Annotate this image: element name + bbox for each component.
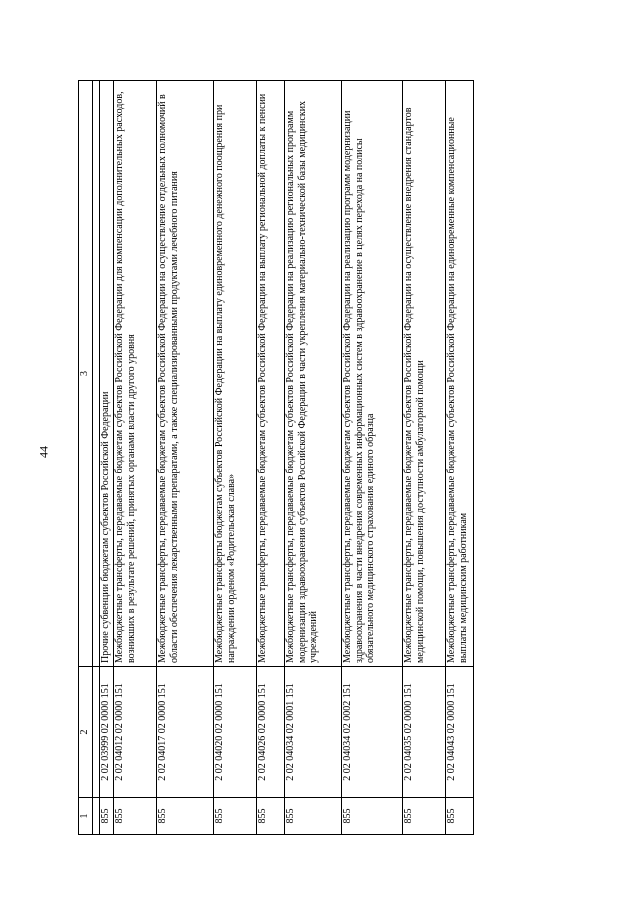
admin-code-cell: 855 [257, 798, 285, 835]
spacer-cell [93, 81, 100, 667]
table-row [157, 81, 214, 835]
budget-classification-table [78, 80, 474, 835]
kbk-code-cell: 2 02 04017 02 0000 151 [157, 667, 214, 798]
spacer-cell [93, 798, 100, 835]
table-header-row [79, 81, 93, 835]
table-row [214, 81, 257, 835]
admin-code-cell: 855 [100, 798, 114, 835]
admin-code-cell: 855 [214, 798, 257, 835]
column-header-1: 1 [79, 798, 93, 835]
kbk-code-cell: 2 02 04035 02 0000 151 [403, 667, 446, 798]
header-spacer-row [93, 81, 100, 835]
table-rotation-frame [78, 80, 479, 835]
admin-code-cell: 855 [285, 798, 342, 835]
admin-code-cell: 855 [114, 798, 157, 835]
column-header-2: 2 [79, 667, 93, 798]
rotated-table-container [78, 80, 479, 835]
column-header-3: 3 [79, 81, 93, 667]
table-row [114, 81, 157, 835]
kbk-code-cell: 2 02 04026 02 0000 151 [257, 667, 285, 798]
revenue-name-cell: Межбюджетные трансферты, передаваемые бюджетам субъектов Российской Федерации на осуществление внедрения стандартов медицинской помощи, повышения доступности амбулаторной помощи [403, 81, 446, 667]
spacer-cell [93, 667, 100, 798]
table-row [342, 81, 403, 835]
table-row [257, 81, 285, 835]
admin-code-cell: 855 [157, 798, 214, 835]
kbk-code-cell: 2 02 04020 02 0000 151 [214, 667, 257, 798]
admin-code-cell: 855 [446, 798, 474, 835]
revenue-name-cell: Межбюджетные трансферты, передаваемые бюджетам субъектов Российской Федерации на единовременные компенсационные выплаты медицинским работникам [446, 81, 474, 667]
page-number: 44 [36, 446, 51, 458]
revenue-name-cell: Межбюджетные трансферты, передаваемые бюджетам субъектов Российской Федерации на выплату региональной доплаты к пенсии [257, 81, 285, 667]
kbk-code-cell: 2 02 04034 02 0002 151 [342, 667, 403, 798]
kbk-code-cell: 2 02 04012 02 0000 151 [114, 667, 157, 798]
table-row [403, 81, 446, 835]
kbk-code-cell: 2 02 03999 02 0000 151 [100, 667, 114, 798]
kbk-code-cell: 2 02 04043 02 0000 151 [446, 667, 474, 798]
revenue-name-cell: Межбюджетные трансферты, передаваемые бюджетам субъектов Российской Федерации на реализацию региональных программ модернизации здравоохранения субъектов Российской Федерации в части укрепления материально-технической базы медицинских учреждений [285, 81, 342, 667]
revenue-name-cell: Межбюджетные трансферты, передаваемые бюджетам субъектов Российской Федерации на осуществление отдельных полномочий в области обеспечения лекарственными препаратами, а также специализированными продуктами лечебного питания [157, 81, 214, 667]
admin-code-cell: 855 [342, 798, 403, 835]
revenue-name-cell: Прочие субвенции бюджетам субъектов Российской Федерации [100, 81, 114, 667]
revenue-name-cell: Межбюджетные трансферты, передаваемые бюджетам субъектов Российской Федерации на реализацию программ модернизации здравоохранения в части внедрения современных информационных систем в здравоохранение в целях перехода на полисы обязательного медицинского страхования единого образца [342, 81, 403, 667]
admin-code-cell: 855 [403, 798, 446, 835]
revenue-name-cell: Межбюджетные трансферты, передаваемые бюджетам субъектов Российской Федерации для компенсации дополнительных расходов, возникших в результате решений, принятых органами власти другого уровня [114, 81, 157, 667]
table-row [446, 81, 474, 835]
table-row [285, 81, 342, 835]
kbk-code-cell: 2 02 04034 02 0001 151 [285, 667, 342, 798]
table-row [100, 81, 114, 835]
revenue-name-cell: Межбюджетные трансферты бюджетам субъектов Российской Федерации на выплату единовременного денежного поощрения при награждении орденом «Родительская слава» [214, 81, 257, 667]
